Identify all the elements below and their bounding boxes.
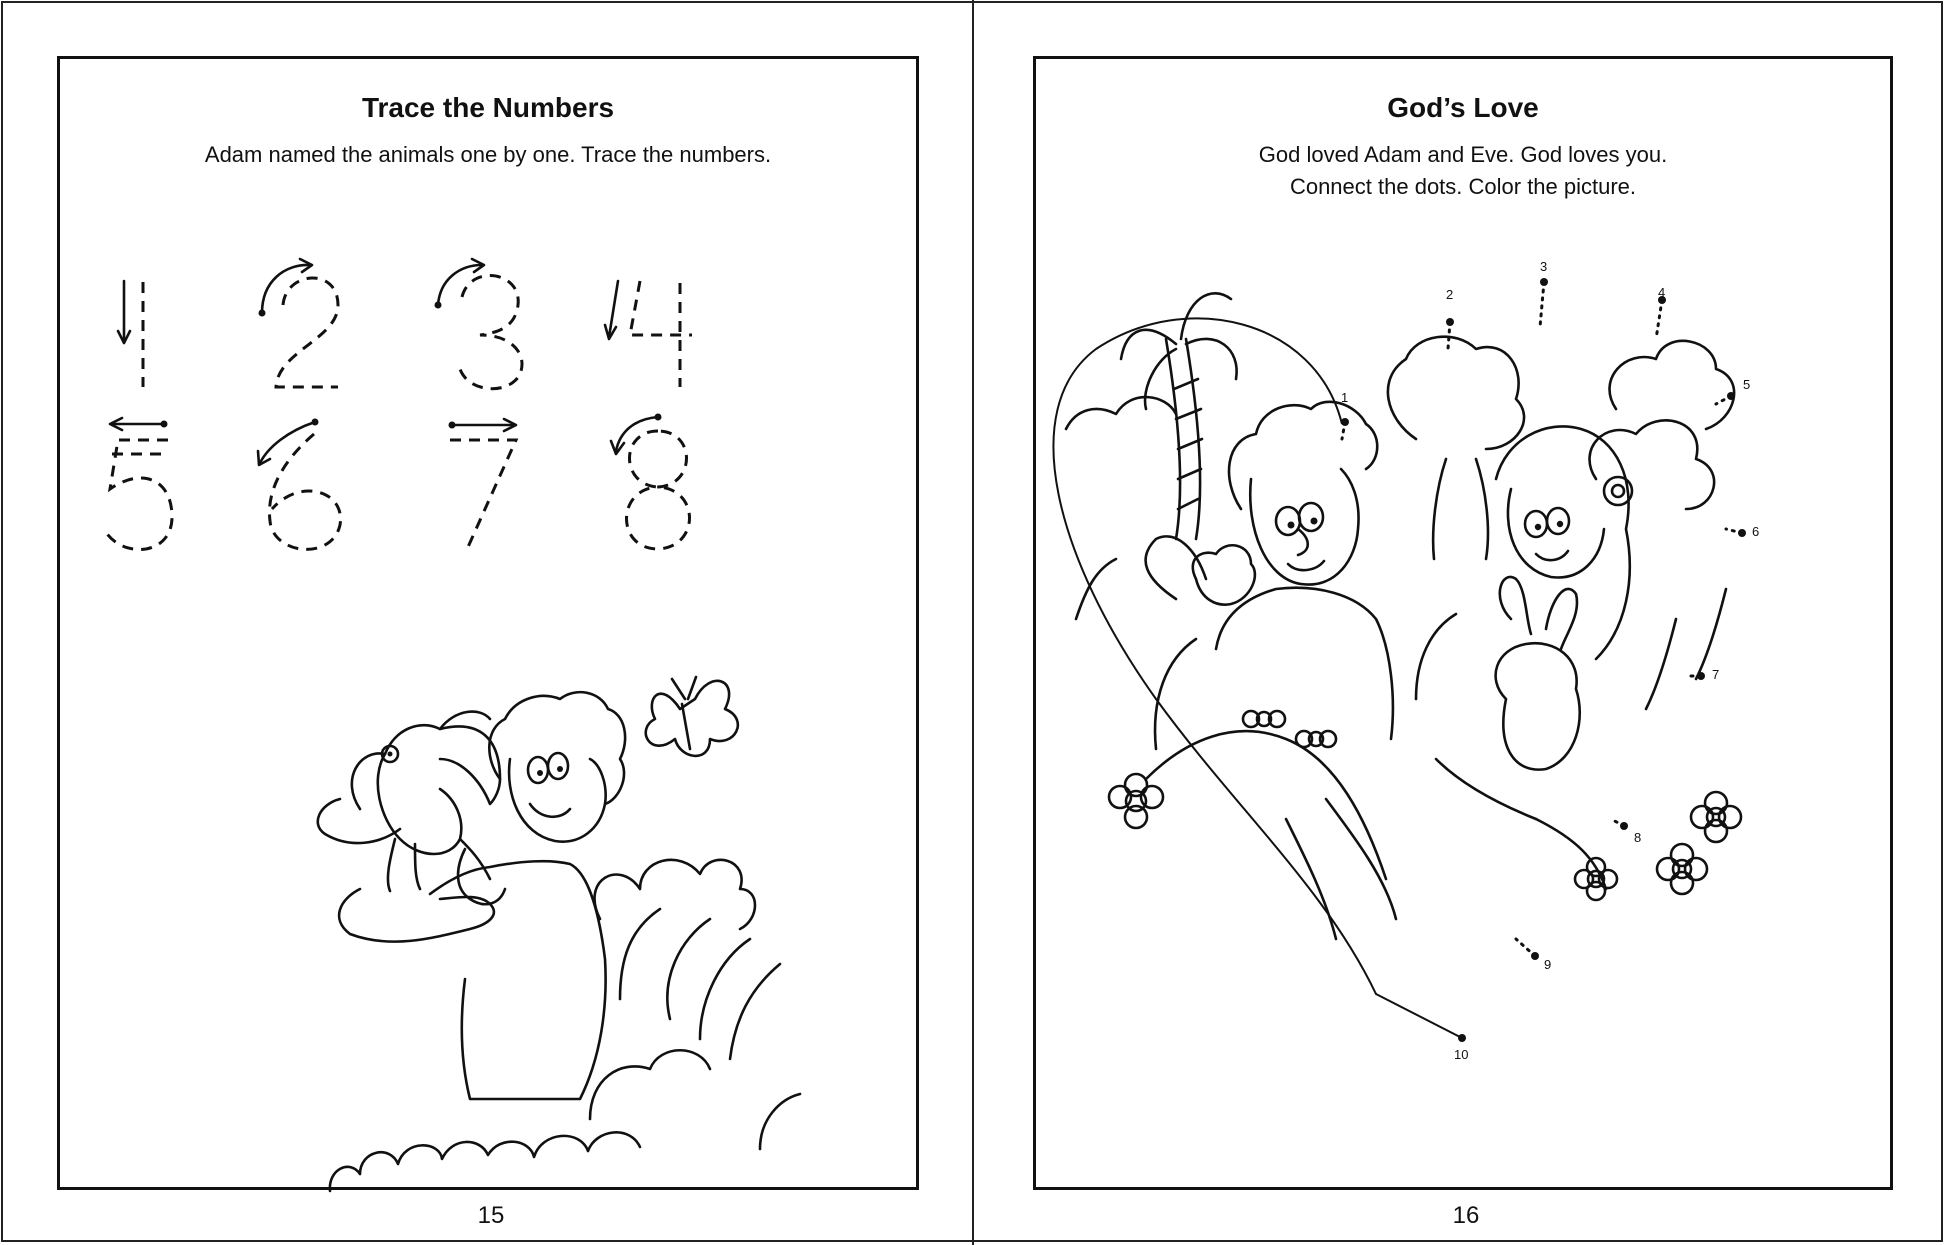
trace-digit-6[interactable]	[258, 419, 341, 550]
dot-label-7: 7	[1712, 667, 1720, 682]
page-instruction-line-2: Connect the dots. Color the picture.	[1289, 174, 1637, 199]
page-number: 15	[477, 1202, 505, 1229]
book-spine	[972, 0, 974, 1245]
trace-digit-3[interactable]	[435, 259, 523, 389]
dot-label-4: 4	[1658, 285, 1666, 300]
dot-label-2: 2	[1446, 287, 1454, 302]
page-gods-love	[1033, 56, 1893, 1229]
trace-digit-8[interactable]	[611, 414, 690, 550]
dot-label-5: 5	[1743, 377, 1751, 392]
trace-numbers-artwork	[60, 59, 922, 1193]
dot-points[interactable]	[1341, 278, 1746, 1042]
connect-dots-artwork	[1036, 59, 1896, 1193]
dot-label-6: 6	[1752, 524, 1760, 539]
page-number: 16	[1452, 1202, 1480, 1229]
trace-digit-1[interactable]	[118, 281, 143, 387]
dot-label-3: 3	[1540, 259, 1548, 274]
page-instruction-line-1: God loved Adam and Eve. God loves you.	[1258, 142, 1668, 167]
dot-label-8: 8	[1634, 830, 1642, 845]
page-title: Trace the Numbers	[361, 92, 615, 123]
adam-toucan-illustration	[318, 677, 800, 1191]
page-title: God’s Love	[1387, 92, 1539, 123]
heart-outline	[1053, 318, 1376, 994]
dot-label-1: 1	[1341, 390, 1349, 405]
trace-digit-2[interactable]	[259, 259, 339, 387]
trace-digit-5[interactable]	[104, 418, 172, 550]
trace-digit-7[interactable]	[449, 419, 517, 547]
trace-digit-4[interactable]	[605, 281, 692, 387]
page-instruction: Adam named the animals one by one. Trace the numbers.	[204, 142, 772, 167]
dot-label-9: 9	[1544, 957, 1552, 972]
page-trace-numbers	[57, 56, 919, 1229]
dot-label-10: 10	[1454, 1047, 1469, 1062]
